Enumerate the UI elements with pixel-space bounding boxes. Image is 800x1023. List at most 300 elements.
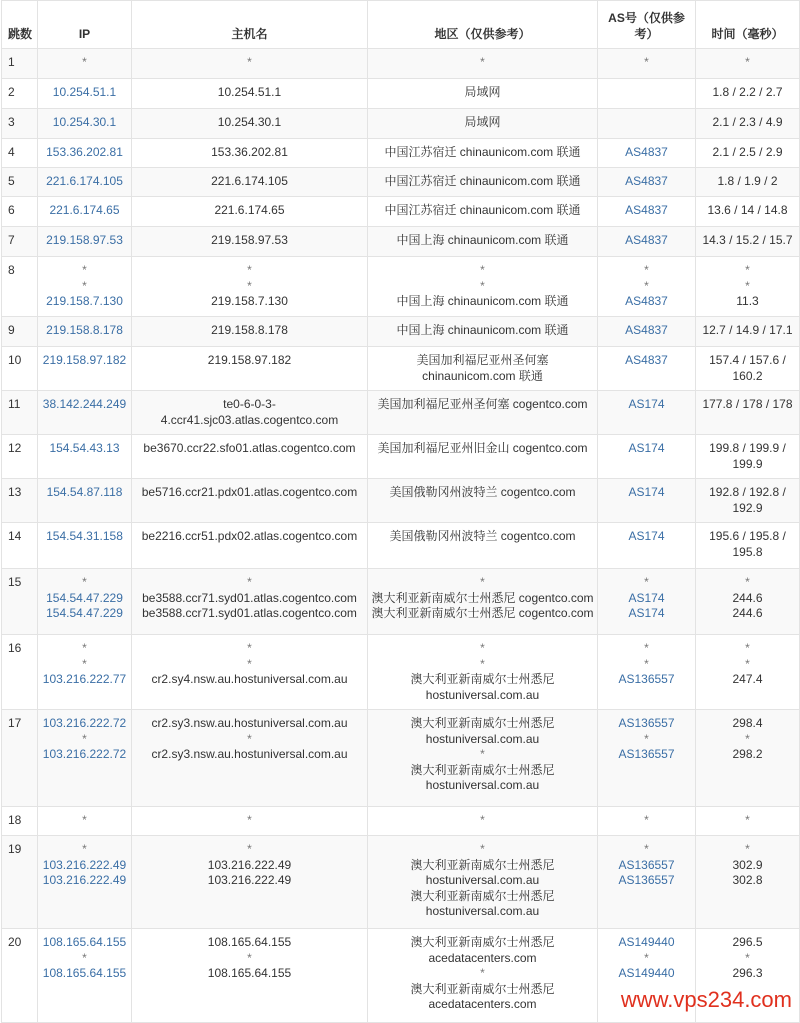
region-text: 美国俄勒冈州波特兰 cogentco.com [389, 529, 576, 543]
asn-link[interactable]: AS136557 [618, 716, 675, 730]
asn-cell [598, 227, 696, 257]
ip-cell [38, 523, 132, 569]
hostname-cell [132, 109, 368, 139]
ip-link[interactable]: 108.165.64.155 [42, 966, 127, 980]
ip-cell [38, 435, 132, 479]
asn-link[interactable]: AS136557 [618, 672, 675, 686]
hostname-cell [132, 257, 368, 317]
hop-number: 4 [2, 139, 38, 168]
time-text: 302.9 [732, 857, 763, 872]
hop-number: 13 [2, 479, 38, 523]
timeout-star: * [480, 747, 485, 761]
timeout-star: * [247, 656, 252, 671]
hop-number: 8 [2, 257, 38, 317]
asn-link[interactable]: AS174 [628, 590, 665, 605]
timeout-star: * [82, 575, 87, 589]
host-text: 219.158.97.53 [211, 233, 288, 247]
timeout-star: * [480, 966, 485, 980]
time-text: 298.2 [732, 747, 763, 761]
time-cell [696, 391, 800, 435]
hop-number: 10 [2, 347, 38, 391]
timeout-star: * [644, 641, 649, 655]
asn-link[interactable]: AS4837 [625, 353, 668, 367]
region-cell [368, 257, 598, 317]
timeout-star: * [644, 575, 649, 589]
table-row [2, 710, 800, 807]
time-text: 192.8 / 192.8 / 192.9 [709, 485, 786, 515]
time-cell [696, 197, 800, 227]
asn-link[interactable]: AS149440 [618, 935, 675, 949]
hostname-cell [132, 317, 368, 347]
table-row [2, 109, 800, 139]
host-text: 103.216.222.49 [207, 873, 292, 887]
asn-link[interactable]: AS4837 [625, 323, 668, 337]
timeout-star: * [644, 55, 649, 69]
timeout-star: * [480, 813, 485, 827]
region-cell [368, 109, 598, 139]
hop-number: 15 [2, 569, 38, 635]
region-text: 澳大利亚新南威尔士州悉尼 acedatacenters.com [410, 981, 555, 1011]
hop-number: 20 [2, 929, 38, 1023]
region-cell [368, 523, 598, 569]
hostname-cell [132, 435, 368, 479]
timeout-star: * [644, 263, 649, 277]
host-text: cr2.sy3.nsw.au.hostuniversal.com.au [151, 716, 348, 730]
asn-link[interactable]: AS4837 [625, 145, 668, 159]
timeout-star: * [247, 278, 252, 293]
ip-cell [38, 227, 132, 257]
timeout-star: * [745, 575, 750, 589]
host-text: 219.158.8.178 [211, 323, 288, 337]
time-text: 298.4 [732, 716, 763, 730]
time-text: 199.8 / 199.9 / 199.9 [709, 441, 786, 471]
hostname-cell [132, 710, 368, 807]
hostname-cell [132, 807, 368, 836]
header-hostname: 主机名 [132, 1, 368, 49]
time-cell [696, 139, 800, 168]
timeout-star: * [745, 55, 750, 69]
table-row [2, 523, 800, 569]
asn-link[interactable]: AS136557 [618, 873, 675, 887]
asn-cell [598, 435, 696, 479]
time-text: 296.5 [732, 935, 763, 949]
timeout-star: * [745, 950, 750, 965]
time-text: 244.6 [732, 590, 763, 605]
asn-cell [598, 139, 696, 168]
ip-cell [38, 710, 132, 807]
hop-number: 1 [2, 49, 38, 79]
table-row [2, 479, 800, 523]
time-text: 157.4 / 157.6 / 160.2 [709, 353, 786, 383]
asn-cell [598, 109, 696, 139]
ip-cell [38, 257, 132, 317]
time-text: 296.3 [732, 966, 763, 980]
time-cell [696, 49, 800, 79]
asn-cell [598, 257, 696, 317]
header-region: 地区（仅供参考） [368, 1, 598, 49]
ip-link[interactable]: 103.216.222.72 [42, 716, 127, 730]
host-text: 221.6.174.105 [211, 174, 288, 188]
ip-cell [38, 569, 132, 635]
ip-link[interactable]: 103.216.222.72 [42, 747, 127, 761]
asn-cell [598, 347, 696, 391]
timeout-star: * [247, 813, 252, 827]
timeout-star: * [82, 731, 87, 746]
ip-cell [38, 79, 132, 109]
timeout-star: * [745, 656, 750, 671]
table-row [2, 807, 800, 836]
hop-number: 16 [2, 635, 38, 710]
host-text: be3588.ccr71.syd01.atlas.cogentco.com [142, 606, 357, 620]
ip-link[interactable]: 154.54.31.158 [46, 529, 123, 543]
region-text: 澳大利亚新南威尔士州悉尼 hostuniversal.com.au [410, 672, 555, 702]
timeout-star: * [247, 950, 252, 965]
time-text: 247.4 [732, 672, 763, 686]
hop-number: 2 [2, 79, 38, 109]
table-row [2, 197, 800, 227]
table-row [2, 435, 800, 479]
table-row [2, 569, 800, 635]
ip-link[interactable]: 221.6.174.105 [46, 174, 123, 188]
hop-number: 19 [2, 836, 38, 929]
host-text: 219.158.7.130 [211, 294, 288, 308]
ip-link[interactable]: 219.158.7.130 [46, 294, 123, 308]
timeout-star: * [480, 55, 485, 69]
region-cell [368, 317, 598, 347]
host-text: te0-6-0-3-4.ccr41.sjc03.atlas.cogentco.com [160, 397, 339, 427]
asn-cell [598, 168, 696, 197]
region-text: 中国上海 chinaunicom.com 联通 [396, 323, 569, 337]
region-text: 中国上海 chinaunicom.com 联通 [396, 233, 569, 247]
time-cell [696, 317, 800, 347]
region-text: 美国俄勒冈州波特兰 cogentco.com [389, 485, 576, 499]
region-text: 美国加利福尼亚州圣何塞 cogentco.com [377, 397, 588, 411]
time-cell [696, 227, 800, 257]
hop-number: 3 [2, 109, 38, 139]
time-text: 1.8 / 2.2 / 2.7 [712, 85, 783, 99]
asn-link[interactable]: AS136557 [618, 747, 675, 761]
asn-link[interactable]: AS174 [628, 485, 665, 499]
hop-number: 6 [2, 197, 38, 227]
ip-cell [38, 49, 132, 79]
region-cell [368, 635, 598, 710]
region-cell [368, 710, 598, 807]
time-cell [696, 710, 800, 807]
time-cell [696, 569, 800, 635]
hop-number: 7 [2, 227, 38, 257]
host-text: 221.6.174.65 [214, 203, 285, 217]
time-cell [696, 836, 800, 929]
ip-cell [38, 317, 132, 347]
ip-cell [38, 347, 132, 391]
timeout-star: * [480, 656, 485, 671]
hostname-cell [132, 929, 368, 1023]
table-row [2, 227, 800, 257]
hop-number: 5 [2, 168, 38, 197]
ip-cell [38, 168, 132, 197]
host-text: 153.36.202.81 [211, 145, 288, 159]
asn-cell [598, 49, 696, 79]
ip-link[interactable]: 154.54.43.13 [49, 441, 120, 455]
table-row [2, 79, 800, 109]
region-text: 澳大利亚新南威尔士州悉尼 acedatacenters.com [410, 935, 555, 965]
region-text: 局域网 [464, 115, 501, 129]
header-time: 时间（毫秒） [696, 1, 800, 49]
hop-number: 9 [2, 317, 38, 347]
asn-link[interactable]: AS174 [628, 397, 665, 411]
timeout-star: * [644, 842, 649, 856]
time-text: 244.6 [732, 606, 763, 620]
timeout-star: * [82, 55, 87, 69]
ip-link[interactable]: 154.54.47.229 [46, 606, 123, 620]
host-text: 219.158.97.182 [207, 353, 292, 367]
table-row [2, 139, 800, 168]
ip-link[interactable]: 103.216.222.49 [42, 857, 127, 872]
header-asn: AS号（仅供参考） [598, 1, 696, 49]
asn-link[interactable]: AS174 [628, 441, 665, 455]
asn-cell [598, 569, 696, 635]
hostname-cell [132, 523, 368, 569]
asn-link[interactable]: AS4837 [625, 233, 668, 247]
table-row [2, 257, 800, 317]
header-hop: 跳数 [2, 1, 38, 49]
timeout-star: * [644, 278, 649, 293]
hostname-cell [132, 168, 368, 197]
hostname-cell [132, 139, 368, 168]
asn-link[interactable]: AS4837 [625, 203, 668, 217]
timeout-star: * [247, 575, 252, 589]
host-text: be2216.ccr51.pdx02.atlas.cogentco.com [141, 529, 358, 543]
host-text: be3588.ccr71.syd01.atlas.cogentco.com [142, 590, 357, 605]
timeout-star: * [745, 641, 750, 655]
asn-cell [598, 836, 696, 929]
region-cell [368, 391, 598, 435]
time-text: 1.8 / 1.9 / 2 [717, 174, 778, 188]
asn-cell [598, 79, 696, 109]
hostname-cell [132, 227, 368, 257]
ip-link[interactable]: 153.36.202.81 [46, 145, 123, 159]
hop-number: 14 [2, 523, 38, 569]
hop-number: 17 [2, 710, 38, 807]
time-cell [696, 523, 800, 569]
time-text: 11.3 [736, 294, 759, 308]
timeout-star: * [82, 656, 87, 671]
timeout-star: * [82, 842, 87, 856]
hostname-cell [132, 197, 368, 227]
ip-cell [38, 929, 132, 1023]
region-text: 澳大利亚新南威尔士州悉尼 hostuniversal.com.au [410, 857, 555, 887]
host-text: 108.165.64.155 [207, 935, 292, 949]
timeout-star: * [745, 813, 750, 827]
region-cell [368, 435, 598, 479]
region-text: 美国加利福尼亚州圣何塞 chinaunicom.com 联通 [416, 353, 549, 383]
asn-cell [598, 317, 696, 347]
region-text: 局域网 [464, 85, 501, 99]
time-cell [696, 479, 800, 523]
ip-cell [38, 836, 132, 929]
timeout-star: * [82, 263, 87, 277]
timeout-star: * [745, 263, 750, 277]
table-row [2, 836, 800, 929]
timeout-star: * [480, 842, 485, 856]
ip-cell [38, 479, 132, 523]
time-text: 195.6 / 195.8 / 195.8 [709, 529, 786, 559]
region-text: 中国江苏宿迁 chinaunicom.com 联通 [384, 174, 581, 188]
asn-cell [598, 635, 696, 710]
timeout-star: * [480, 263, 485, 277]
ip-link[interactable]: 154.54.47.229 [46, 590, 123, 605]
ip-cell [38, 635, 132, 710]
timeout-star: * [745, 842, 750, 856]
region-cell [368, 929, 598, 1023]
asn-link[interactable]: AS136557 [618, 857, 675, 872]
timeout-star: * [644, 813, 649, 827]
time-text: 14.3 / 15.2 / 15.7 [702, 233, 793, 247]
region-cell [368, 347, 598, 391]
time-text: 302.8 [732, 873, 763, 887]
region-text: 澳大利亚新南威尔士州悉尼 cogentco.com [371, 590, 594, 605]
timeout-star: * [644, 950, 649, 965]
region-cell [368, 49, 598, 79]
ip-link[interactable]: 221.6.174.65 [49, 203, 120, 217]
timeout-star: * [82, 813, 87, 827]
time-cell [696, 257, 800, 317]
asn-cell [598, 807, 696, 836]
hostname-cell [132, 836, 368, 929]
timeout-star: * [644, 731, 649, 746]
hostname-cell [132, 635, 368, 710]
ip-cell [38, 807, 132, 836]
asn-cell [598, 523, 696, 569]
hostname-cell [132, 79, 368, 109]
region-cell [368, 197, 598, 227]
table-row [2, 347, 800, 391]
region-cell [368, 227, 598, 257]
header-ip: IP [38, 1, 132, 49]
timeout-star: * [247, 641, 252, 655]
timeout-star: * [82, 278, 87, 293]
region-text: 澳大利亚新南威尔士州悉尼 hostuniversal.com.au [410, 762, 555, 792]
ip-link[interactable]: 154.54.87.118 [46, 485, 123, 499]
region-cell [368, 168, 598, 197]
ip-cell [38, 139, 132, 168]
asn-cell [598, 197, 696, 227]
table-row [2, 168, 800, 197]
region-cell [368, 139, 598, 168]
ip-link[interactable]: 103.216.222.49 [42, 873, 127, 887]
timeout-star: * [82, 950, 87, 965]
timeout-star: * [82, 641, 87, 655]
ip-link[interactable]: 38.142.244.249 [42, 397, 127, 411]
region-text: 中国江苏宿迁 chinaunicom.com 联通 [384, 203, 581, 217]
region-text: 中国江苏宿迁 chinaunicom.com 联通 [384, 145, 581, 159]
asn-cell [598, 710, 696, 807]
time-text: 2.1 / 2.5 / 2.9 [712, 145, 783, 159]
ip-link[interactable]: 10.254.30.1 [52, 115, 117, 129]
ip-link[interactable]: 10.254.51.1 [52, 85, 117, 99]
ip-link[interactable]: 108.165.64.155 [42, 935, 127, 949]
hostname-cell [132, 347, 368, 391]
time-cell [696, 168, 800, 197]
host-text: cr2.sy3.nsw.au.hostuniversal.com.au [151, 747, 348, 761]
time-cell [696, 79, 800, 109]
asn-link[interactable]: AS174 [628, 606, 665, 620]
ip-link[interactable]: 219.158.8.178 [46, 323, 123, 337]
ip-cell [38, 197, 132, 227]
host-text: 103.216.222.49 [207, 857, 292, 872]
host-text: be5716.ccr21.pdx01.atlas.cogentco.com [141, 485, 358, 499]
hop-number: 18 [2, 807, 38, 836]
ip-cell [38, 109, 132, 139]
timeout-star: * [745, 278, 750, 293]
time-text: 2.1 / 2.3 / 4.9 [712, 115, 783, 129]
timeout-star: * [247, 842, 252, 856]
time-text: 13.6 / 14 / 14.8 [707, 203, 788, 217]
timeout-star: * [480, 575, 485, 589]
time-text: 12.7 / 14.9 / 17.1 [702, 323, 793, 337]
hostname-cell [132, 569, 368, 635]
region-text: 澳大利亚新南威尔士州悉尼 hostuniversal.com.au [410, 716, 555, 746]
table-row [2, 635, 800, 710]
host-text: 10.254.51.1 [217, 85, 282, 99]
timeout-star: * [644, 656, 649, 671]
watermark: www.vps234.com [620, 987, 792, 1012]
ip-link[interactable]: 219.158.97.53 [46, 233, 123, 247]
region-text: 美国加利福尼亚州旧金山 cogentco.com [377, 441, 588, 455]
time-cell [696, 109, 800, 139]
region-cell [368, 569, 598, 635]
host-text: be3670.ccr22.sfo01.atlas.cogentco.com [143, 441, 356, 455]
timeout-star: * [480, 278, 485, 293]
timeout-star: * [247, 55, 252, 69]
region-text: 澳大利亚新南威尔士州悉尼 cogentco.com [371, 606, 594, 620]
hop-number: 12 [2, 435, 38, 479]
host-text: 10.254.30.1 [217, 115, 282, 129]
ip-link[interactable]: 219.158.97.182 [42, 353, 127, 367]
timeout-star: * [247, 263, 252, 277]
table-row [2, 49, 800, 79]
traceroute-table [1, 0, 800, 1023]
region-text: 中国上海 chinaunicom.com 联通 [396, 294, 569, 308]
region-cell [368, 479, 598, 523]
host-text: 108.165.64.155 [207, 966, 292, 980]
time-cell [696, 635, 800, 710]
hop-number: 11 [2, 391, 38, 435]
asn-link[interactable]: AS4837 [625, 294, 668, 308]
timeout-star: * [745, 731, 750, 746]
time-cell [696, 807, 800, 836]
asn-link[interactable]: AS4837 [625, 174, 668, 188]
asn-cell [598, 479, 696, 523]
region-cell [368, 807, 598, 836]
hostname-cell [132, 391, 368, 435]
table-row [2, 391, 800, 435]
asn-cell [598, 391, 696, 435]
time-cell [696, 435, 800, 479]
ip-link[interactable]: 103.216.222.77 [42, 672, 127, 686]
timeout-star: * [247, 731, 252, 746]
ip-cell [38, 391, 132, 435]
time-text: 177.8 / 178 / 178 [702, 397, 793, 411]
region-cell [368, 79, 598, 109]
region-cell [368, 836, 598, 929]
hostname-cell [132, 49, 368, 79]
host-text: cr2.sy4.nsw.au.hostuniversal.com.au [151, 672, 348, 686]
timeout-star: * [480, 641, 485, 655]
table-row [2, 317, 800, 347]
asn-link[interactable]: AS174 [628, 529, 665, 543]
asn-link[interactable]: AS149440 [618, 966, 675, 980]
